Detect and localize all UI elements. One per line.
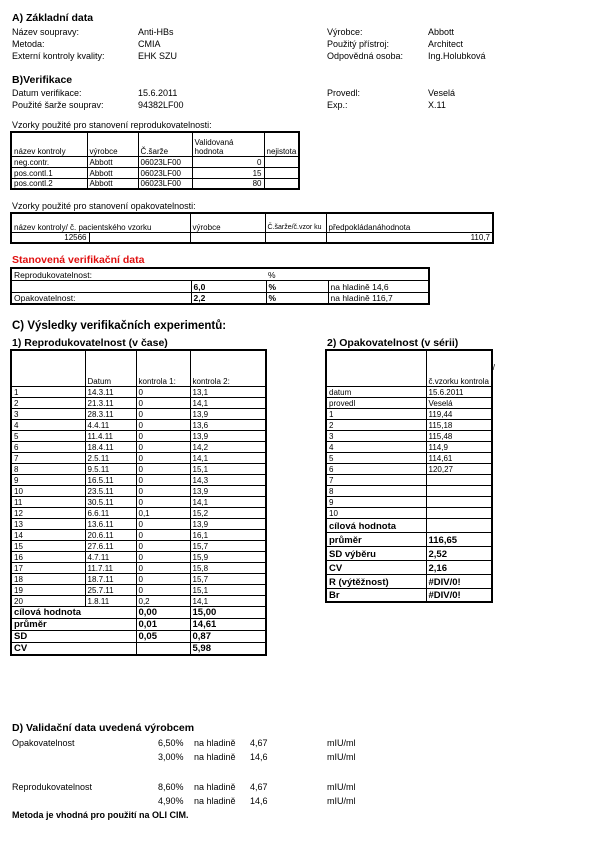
summary-value: 14,61 xyxy=(190,618,266,630)
cell: 14,1 xyxy=(190,397,266,408)
table-row xyxy=(326,408,492,419)
cell: 15,8 xyxy=(190,562,266,573)
cell: 0,1 xyxy=(136,507,190,518)
cell: 15,9 xyxy=(190,551,266,562)
section-d-title: D) Validační data uvedená výrobcem xyxy=(12,722,195,734)
cell: 3 xyxy=(326,430,426,441)
cell: 115,18 xyxy=(426,419,492,430)
repro-samples-caption: Vzorky použité pro stanovení reprodukovatelnosti: xyxy=(12,120,212,130)
table-header xyxy=(11,132,299,156)
cell: 13,9 xyxy=(190,408,266,419)
cell: 0 xyxy=(136,386,190,397)
cell: 30.5.11 xyxy=(85,496,136,507)
cell xyxy=(328,268,429,280)
cell: 6 xyxy=(11,441,85,452)
summary-value xyxy=(426,518,492,532)
cell: 6 xyxy=(326,463,426,474)
summary-row xyxy=(11,618,266,630)
unit: mIU/ml xyxy=(327,752,356,762)
summary-value xyxy=(136,642,190,655)
cell: provedl xyxy=(326,397,426,408)
conclusion: Metoda je vhodná pro použití na OLI CIM. xyxy=(12,810,189,820)
cell: 4.7.11 xyxy=(85,551,136,562)
cell: 0 xyxy=(136,474,190,485)
cell: 115,48 xyxy=(426,430,492,441)
table-row xyxy=(11,232,493,243)
table-row xyxy=(11,507,266,518)
summary-value: 116,65 xyxy=(426,532,492,546)
repro-results-table xyxy=(10,349,267,656)
cell: 2 xyxy=(326,419,426,430)
summary-row xyxy=(326,574,492,588)
cell: 8 xyxy=(11,463,85,474)
cell: Opakovatelnost: xyxy=(11,292,191,304)
table-row xyxy=(11,167,299,178)
section-b-title: B)Verifikace xyxy=(12,74,73,86)
table-row xyxy=(326,507,492,518)
label: Použitý přístroj: xyxy=(327,39,390,49)
header-cell: Validovaná hodnota xyxy=(192,132,264,156)
table-row xyxy=(11,518,266,529)
cell: 14 xyxy=(11,529,85,540)
label: Provedl: xyxy=(327,88,361,98)
table-row xyxy=(326,397,492,408)
cell: 0 xyxy=(136,441,190,452)
level: na hladině xyxy=(194,738,236,748)
cell: 1 xyxy=(11,386,85,397)
cell: 14,3 xyxy=(190,474,266,485)
cell: 6.6.11 xyxy=(85,507,136,518)
unit: mIU/ml xyxy=(327,796,356,806)
cell: 110,7 xyxy=(326,232,493,243)
verif-data-table xyxy=(10,267,430,305)
value: CMIA xyxy=(138,39,161,49)
cell: 25.7.11 xyxy=(85,584,136,595)
table-row xyxy=(326,485,492,496)
value: Anti-HBs xyxy=(138,27,174,37)
cell: 9 xyxy=(326,496,426,507)
cell: 13.6.11 xyxy=(85,518,136,529)
cell: 18.4.11 xyxy=(85,441,136,452)
cell: 3 xyxy=(11,408,85,419)
table-row xyxy=(326,430,492,441)
table-row xyxy=(326,419,492,430)
cell: Reprodukovatelnost: xyxy=(11,268,191,280)
summary-value: 0,87 xyxy=(190,630,266,642)
cell: 15,7 xyxy=(190,540,266,551)
header-cell: kontrola 1: xyxy=(136,350,190,386)
table-row xyxy=(326,441,492,452)
summary-label: cílová hodnota xyxy=(11,606,136,618)
cell: 0 xyxy=(136,430,190,441)
table-row xyxy=(11,408,266,419)
cell: 8 xyxy=(326,485,426,496)
cell: 15 xyxy=(192,167,264,178)
label: Název soupravy: xyxy=(12,27,80,37)
value: Abbott xyxy=(428,27,455,37)
cell: 0 xyxy=(192,156,264,167)
summary-value: 2,52 xyxy=(426,546,492,560)
summary-row xyxy=(326,588,492,602)
summary-row xyxy=(326,560,492,574)
num: 4,67 xyxy=(250,782,268,792)
table-row xyxy=(326,386,492,397)
cell: pos.contl.2 xyxy=(11,178,87,189)
table-row xyxy=(11,540,266,551)
cell: Abbott xyxy=(87,167,138,178)
cell: 114,9 xyxy=(426,441,492,452)
cell xyxy=(426,485,492,496)
cell xyxy=(89,232,190,243)
cell: 4.4.11 xyxy=(85,419,136,430)
table-row xyxy=(11,573,266,584)
table-row xyxy=(326,496,492,507)
cell: 9 xyxy=(11,474,85,485)
cell xyxy=(190,232,265,243)
cell: 0 xyxy=(136,496,190,507)
summary-value: #DIV/0! xyxy=(426,574,492,588)
cell: 11.7.11 xyxy=(85,562,136,573)
unit: mIU/ml xyxy=(327,782,356,792)
cell xyxy=(265,232,326,243)
repro-samples-table xyxy=(10,131,300,190)
cell: neg.contr. xyxy=(11,156,87,167)
opak-results-table xyxy=(325,349,493,603)
value: 15.6.2011 xyxy=(138,88,178,98)
opak-samples-table xyxy=(10,212,494,244)
cell: 18.7.11 xyxy=(85,573,136,584)
cell: 0 xyxy=(136,529,190,540)
cell: 1.8.11 xyxy=(85,595,136,606)
num: 4,67 xyxy=(250,738,268,748)
header-mark: / xyxy=(492,363,495,372)
table-header xyxy=(11,213,493,232)
summary-row xyxy=(11,642,266,655)
summary-row xyxy=(11,606,266,618)
cell: 0,2 xyxy=(136,595,190,606)
cell: 120,27 xyxy=(426,463,492,474)
cell: 15,7 xyxy=(190,573,266,584)
cell: Veselá xyxy=(426,397,492,408)
verif-data-title: Stanovená verifikační data xyxy=(12,254,145,266)
cell: 06023LF00 xyxy=(138,156,192,167)
summary-value: 5,98 xyxy=(190,642,266,655)
table-row xyxy=(11,496,266,507)
header-cell xyxy=(426,350,495,386)
cell: 17 xyxy=(11,562,85,573)
cell: 15,1 xyxy=(190,584,266,595)
cell: 9.5.11 xyxy=(85,463,136,474)
cell: 11 xyxy=(11,496,85,507)
cell xyxy=(11,280,191,292)
repro-title: 1) Reprodukovatelnost (v čase) xyxy=(12,337,168,349)
cell: 14,1 xyxy=(190,595,266,606)
num: 14,6 xyxy=(250,796,268,806)
summary-row xyxy=(326,532,492,546)
table-row xyxy=(11,268,429,280)
table-row xyxy=(11,156,299,167)
cell: 0 xyxy=(136,540,190,551)
value: Architect xyxy=(428,39,464,49)
cell: 12566 xyxy=(11,232,89,243)
cell: 20.6.11 xyxy=(85,529,136,540)
pct: 8,60% xyxy=(158,782,184,792)
table-row xyxy=(326,452,492,463)
cell: 14.3.11 xyxy=(85,386,136,397)
cell: 0 xyxy=(136,573,190,584)
header-cell: název kontroly xyxy=(11,132,87,156)
cell: 16 xyxy=(11,551,85,562)
cell: 14,2 xyxy=(190,441,266,452)
cell: 18 xyxy=(11,573,85,584)
cell: 10 xyxy=(11,485,85,496)
table-row xyxy=(11,178,299,189)
cell: 13,9 xyxy=(190,485,266,496)
table-row xyxy=(11,551,266,562)
cell: 13,1 xyxy=(190,386,266,397)
num: 14,6 xyxy=(250,752,268,762)
opak-title: 2) Opakovatelnost (v sérii) xyxy=(327,337,459,349)
table-row xyxy=(11,485,266,496)
header-cell: předpokládanáhodnota xyxy=(326,213,493,232)
cell: 5 xyxy=(326,452,426,463)
cell: 20 xyxy=(11,595,85,606)
summary-label: CV xyxy=(11,642,136,655)
cell: % xyxy=(266,292,328,304)
cell: 11.4.11 xyxy=(85,430,136,441)
header-cell: kontrola 2: xyxy=(190,350,266,386)
cell: 114,61 xyxy=(426,452,492,463)
cell: 13,6 xyxy=(190,419,266,430)
cell: na hladině 116,7 xyxy=(328,292,429,304)
header-cell: výrobce xyxy=(87,132,138,156)
summary-value: 0,05 xyxy=(136,630,190,642)
cell: 15,1 xyxy=(190,463,266,474)
pct: 3,00% xyxy=(158,752,184,762)
table-row xyxy=(11,441,266,452)
cell: 2 xyxy=(11,397,85,408)
cell: 15.6.2011 xyxy=(426,386,492,397)
summary-label: cílová hodnota xyxy=(326,518,426,532)
cell: 13 xyxy=(11,518,85,529)
cell: datum xyxy=(326,386,426,397)
table-row xyxy=(326,474,492,485)
cell: 06023LF00 xyxy=(138,167,192,178)
cell xyxy=(426,496,492,507)
cell: 7 xyxy=(11,452,85,463)
cell: 16,1 xyxy=(190,529,266,540)
cell: 0 xyxy=(136,562,190,573)
cell: 13,9 xyxy=(190,430,266,441)
summary-label: SD výběru xyxy=(326,546,426,560)
summary-value: 0,01 xyxy=(136,618,190,630)
cell: pos.contl.1 xyxy=(11,167,87,178)
cell: 80 xyxy=(192,178,264,189)
cell xyxy=(426,474,492,485)
summary-row xyxy=(326,518,492,532)
level: na hladině xyxy=(194,796,236,806)
cell: 0 xyxy=(136,485,190,496)
cell: 0 xyxy=(136,408,190,419)
value: 94382LF00 xyxy=(138,100,184,110)
cell: 0 xyxy=(136,463,190,474)
header-cell: Datum xyxy=(85,350,136,386)
label: Reprodukovatelnost xyxy=(12,782,93,792)
table-row xyxy=(11,386,266,397)
header-cell: název kontroly/ č. pacientského vzorku xyxy=(11,213,190,232)
summary-label: průměr xyxy=(11,618,136,630)
cell: 13,9 xyxy=(190,518,266,529)
header-cell: Č.šarže xyxy=(138,132,192,156)
cell: Abbott xyxy=(87,178,138,189)
header-cell: Č.šarže/č.vzor ku xyxy=(265,213,326,232)
pct: 4,90% xyxy=(158,796,184,806)
section-c-title: C) Výsledky verifikačních experimentů: xyxy=(12,320,227,332)
cell: 14,1 xyxy=(190,496,266,507)
table-header xyxy=(11,350,266,386)
summary-label: Br xyxy=(326,588,426,602)
table-row xyxy=(11,562,266,573)
cell: 4 xyxy=(11,419,85,430)
cell: 19 xyxy=(11,584,85,595)
cell: 1 xyxy=(326,408,426,419)
header-cell: nejistota xyxy=(264,132,299,156)
table-row xyxy=(326,463,492,474)
cell: Abbott xyxy=(87,156,138,167)
opak-samples-caption: Vzorky použité pro stanovení opakovatelnosti: xyxy=(12,201,196,211)
summary-value: 2,16 xyxy=(426,560,492,574)
cell: na hladině 14,6 xyxy=(328,280,429,292)
cell: 2,2 xyxy=(191,292,266,304)
table-row xyxy=(11,292,429,304)
value: X.11 xyxy=(428,100,446,110)
cell: 0 xyxy=(136,584,190,595)
table-header xyxy=(326,350,492,386)
header-cell: výrobce xyxy=(190,213,265,232)
table-row xyxy=(11,397,266,408)
summary-value: #DIV/0! xyxy=(426,588,492,602)
table-row xyxy=(11,584,266,595)
label: Externí kontroly kvality: xyxy=(12,51,105,61)
value: Veselá xyxy=(428,88,456,98)
cell: 4 xyxy=(326,441,426,452)
cell xyxy=(264,167,299,178)
cell: 5 xyxy=(11,430,85,441)
label: Opakovatelnost xyxy=(12,738,75,748)
pct: 6,50% xyxy=(158,738,184,748)
cell: 0 xyxy=(136,452,190,463)
summary-label: R (výtěžnost) xyxy=(326,574,426,588)
cell: 0 xyxy=(136,518,190,529)
summary-row xyxy=(11,630,266,642)
table-row xyxy=(11,474,266,485)
cell: 15 xyxy=(11,540,85,551)
table-row xyxy=(11,529,266,540)
summary-value: 0,00 xyxy=(136,606,190,618)
cell: 14,1 xyxy=(190,452,266,463)
cell: % xyxy=(266,268,328,280)
table-row xyxy=(11,419,266,430)
cell: % xyxy=(266,280,328,292)
label: Datum verifikace: xyxy=(12,88,82,98)
level: na hladině xyxy=(194,752,236,762)
cell xyxy=(264,178,299,189)
section-a-title: A) Základní data xyxy=(12,12,94,24)
cell xyxy=(191,268,266,280)
summary-label: průměr xyxy=(326,532,426,546)
table-row xyxy=(11,280,429,292)
table-row xyxy=(11,595,266,606)
cell: 06023LF00 xyxy=(138,178,192,189)
header-label: č.vzorku kontrola xyxy=(428,376,489,386)
level: na hladině xyxy=(194,782,236,792)
label: Odpovědná osoba: xyxy=(327,51,404,61)
cell: 27.6.11 xyxy=(85,540,136,551)
summary-row xyxy=(326,546,492,560)
cell: 10 xyxy=(326,507,426,518)
cell: 6,0 xyxy=(191,280,266,292)
cell: 0 xyxy=(136,551,190,562)
table-row xyxy=(11,430,266,441)
cell: 7 xyxy=(326,474,426,485)
table-row xyxy=(11,452,266,463)
summary-label: CV xyxy=(326,560,426,574)
summary-label: SD xyxy=(11,630,136,642)
cell: 16.5.11 xyxy=(85,474,136,485)
summary-value: 15,00 xyxy=(190,606,266,618)
cell: 0 xyxy=(136,397,190,408)
label: Exp.: xyxy=(327,100,348,110)
header-cell xyxy=(11,350,85,386)
cell: 21.3.11 xyxy=(85,397,136,408)
cell: 23.5.11 xyxy=(85,485,136,496)
cell: 119,44 xyxy=(426,408,492,419)
cell: 28.3.11 xyxy=(85,408,136,419)
unit: mIU/ml xyxy=(327,738,356,748)
label: Metoda: xyxy=(12,39,45,49)
cell: 12 xyxy=(11,507,85,518)
value: Ing.Holubková xyxy=(428,51,486,61)
header-cell xyxy=(326,350,426,386)
value: EHK SZU xyxy=(138,51,178,61)
cell: 15,2 xyxy=(190,507,266,518)
label: Použité šarže souprav: xyxy=(12,100,104,110)
cell: 2.5.11 xyxy=(85,452,136,463)
table-row xyxy=(11,463,266,474)
cell: 0 xyxy=(136,419,190,430)
cell xyxy=(426,507,492,518)
label: Výrobce: xyxy=(327,27,363,37)
cell xyxy=(264,156,299,167)
